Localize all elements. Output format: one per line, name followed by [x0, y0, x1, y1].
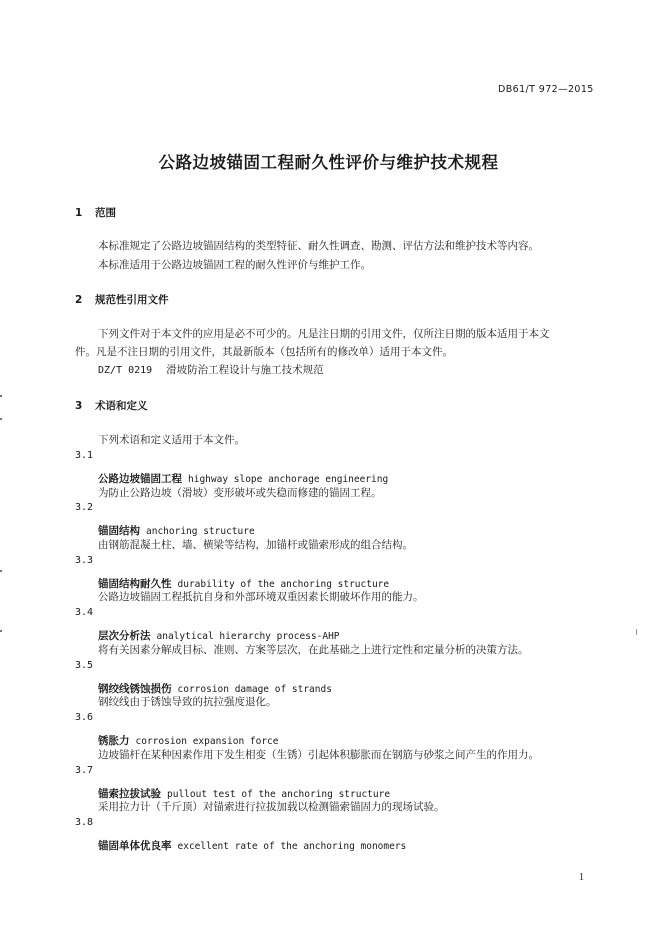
page-number: 1: [579, 872, 584, 883]
term-chinese: 钢绞线锈蚀损伤: [98, 683, 172, 695]
term-english: pullout test of the anchoring structure: [167, 789, 391, 800]
term-definition: 由钢筋混凝土柱、墙、横梁等结构，加锚杆或锚索形成的组合结构。: [98, 539, 413, 551]
term-definition: 公路边坡锚固工程抵抗自身和外部环境双重因素长期破坏作用的能力。: [98, 591, 424, 603]
term-number: 3.7: [75, 765, 94, 776]
term-number: 3.6: [75, 712, 94, 723]
standard-code: DB61/T 972—2015: [498, 84, 594, 95]
section-heading-2: [75, 292, 169, 307]
term-chinese: 锚固结构耐久性: [98, 578, 172, 590]
paragraph: 本标准规定了公路边坡锚固结构的类型特征、耐久性调查、勘测、评估方法和维护技术等内容。: [98, 240, 539, 252]
term-number: 3.3: [75, 555, 94, 566]
term-number: 3.5: [75, 660, 94, 671]
term-heading: [98, 467, 388, 486]
term-chinese: 锚固单体优良率: [98, 840, 172, 852]
section-title: 范围: [95, 207, 116, 219]
scan-mark: [0, 570, 2, 572]
term-number: 3.1: [75, 450, 94, 461]
term-chinese: 层次分析法: [98, 630, 151, 642]
term-heading: [98, 624, 340, 643]
reference-code: DZ/T 0219: [98, 365, 153, 376]
paragraph: 下列文件对于本文件的应用是必不可少的。凡是注日期的引用文件，仅所注日期的版本适用于本文: [98, 328, 550, 340]
term-definition: 为防止公路边坡（滑坡）变形破坏或失稳而修建的锚固工程。: [98, 487, 382, 499]
section-number: 1: [75, 207, 83, 219]
section-title: 术语和定义: [95, 400, 148, 412]
term-number: 3.8: [75, 817, 94, 828]
reference-title: 滑坡防治工程设计与施工技术规范: [166, 364, 324, 376]
term-heading: [98, 729, 279, 748]
term-english: excellent rate of the anchoring monomers: [177, 841, 407, 852]
section-heading-3: [75, 398, 148, 413]
term-number: 3.4: [75, 607, 94, 618]
scan-mark: [0, 630, 2, 632]
paragraph: 下列术语和定义适用于本文件。: [98, 434, 245, 446]
section-heading-1: [75, 205, 116, 220]
term-english: anchoring structure: [146, 526, 255, 537]
document-title: 公路边坡锚固工程耐久性评价与维护技术规程: [158, 153, 499, 172]
term-definition: 边坡锚杆在某种因素作用下发生相变（生锈）引起体积膨胀而在钢筋与砂浆之间产生的作用力。: [98, 749, 539, 761]
term-english: corrosion expansion force: [135, 736, 279, 747]
term-english: highway slope anchorage engineering: [188, 474, 389, 485]
term-chinese: 锚索拉拔试验: [98, 788, 161, 800]
term-english: durability of the anchoring structure: [177, 579, 390, 590]
section-number: 3: [75, 400, 83, 412]
term-chinese: 锚固结构: [98, 525, 140, 537]
section-number: 2: [75, 294, 83, 306]
paragraph: 件。凡是不注日期的引用文件，其最新版本（包括所有的修改单）适用于本文件。: [75, 346, 453, 358]
section-title: 规范性引用文件: [95, 294, 169, 306]
term-definition: 采用拉力计（千斤顶）对锚索进行拉拔加载以检测锚索锚固力的现场试验。: [98, 801, 445, 813]
term-definition: 钢绞线由于锈蚀导致的抗拉强度退化。: [98, 696, 277, 708]
term-heading: [98, 519, 255, 538]
paragraph: 本标准适用于公路边坡锚固工程的耐久性评价与维护工作。: [98, 259, 371, 271]
term-chinese: 公路边坡锚固工程: [98, 473, 182, 485]
term-english: analytical hierarchy process-AHP: [156, 631, 340, 642]
term-chinese: 锈胀力: [98, 735, 130, 747]
term-heading: [98, 834, 406, 853]
scan-mark: [0, 418, 2, 420]
term-definition: 将有关因素分解成目标、准则、方案等层次，在此基础之上进行定性和定量分析的决策方法。: [98, 644, 529, 656]
scan-mark: [0, 395, 2, 397]
term-english: corrosion damage of strands: [177, 684, 332, 695]
scan-mark: [636, 629, 637, 635]
term-number: 3.2: [75, 502, 94, 513]
normative-reference: [98, 362, 324, 377]
